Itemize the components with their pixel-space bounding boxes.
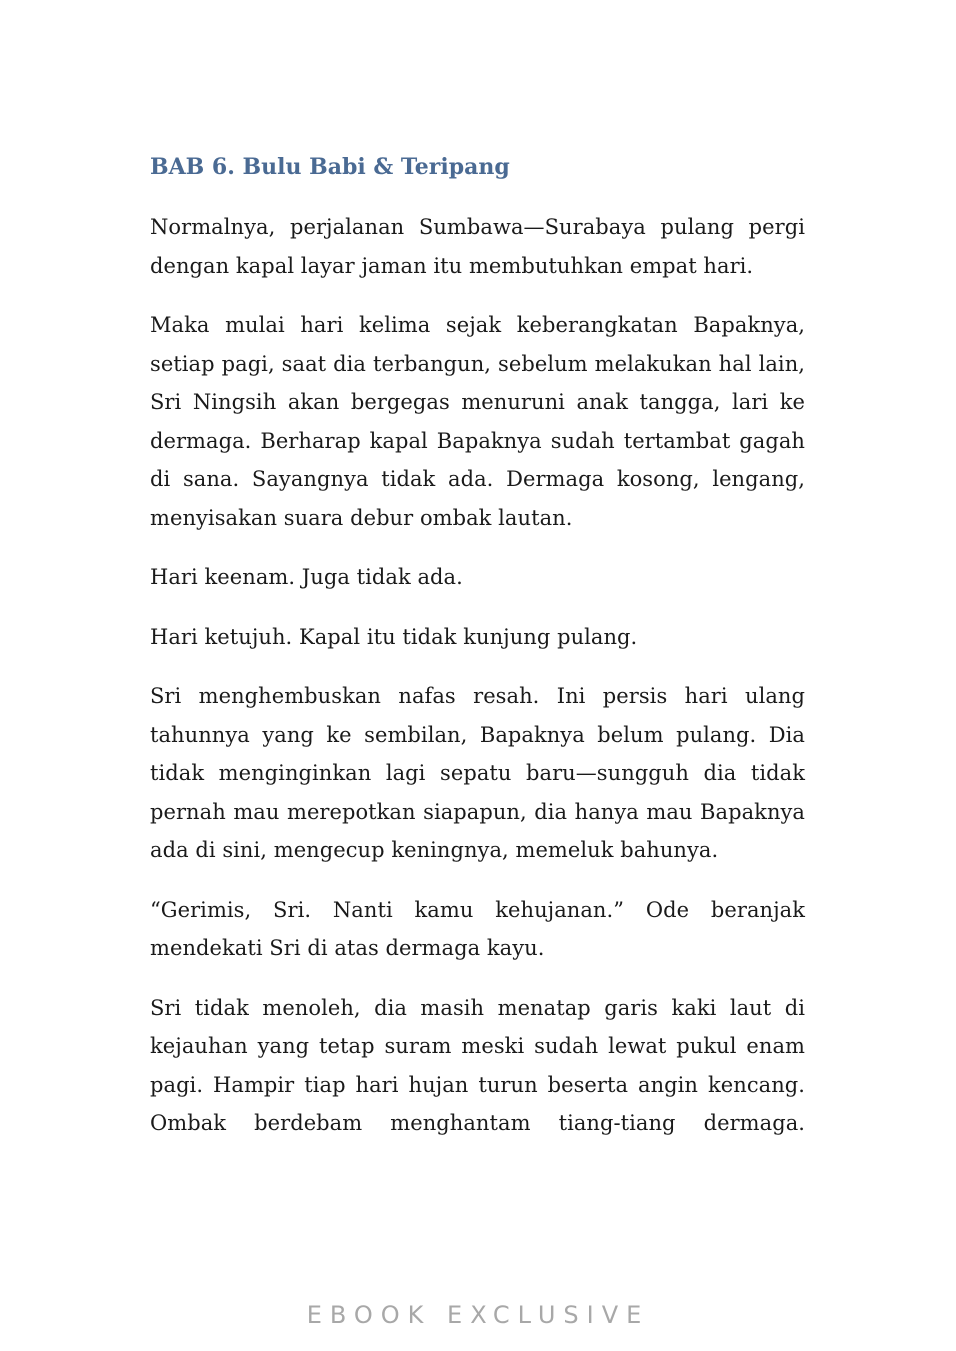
book-page [150, 150, 805, 1164]
paragraph: Hari ketujuh. Kapal itu tidak kunjung pulang. [150, 624, 638, 649]
paragraph: Maka mulai hari kelima sejak keberangkatan Bapaknya, setiap pagi, saat dia terbangun, sebelum melakukan hal lain, Sri Ningsih akan bergegas menuruni anak tangga, lari ke dermaga. Berharap kapal Bapaknya sudah tertambat gagah di sana. Sayangnya tidak ada. Dermaga kosong, lengang, menyisakan suara debur ombak lautan. [150, 313, 805, 530]
chapter-title: BAB 6. Bulu Babi & Teripang [150, 154, 510, 180]
paragraph: Normalnya, perjalanan Sumbawa—Surabaya pulang pergi dengan kapal layar jaman itu membutuhkan empat hari. [150, 215, 805, 278]
footer-watermark: EBOOK EXCLUSIVE [306, 1301, 650, 1329]
paragraph: Sri tidak menoleh, dia masih menatap garis kaki laut di kejauhan yang tetap suram meski sudah lewat pukul enam pagi. Hampir tiap hari hujan turun beserta angin kencang. Ombak berdebam menghantam tiang-tiang dermaga. [150, 995, 805, 1135]
paragraph: Sri menghembuskan nafas resah. Ini persis hari ulang tahunnya yang ke sembilan, Bapaknya belum pulang. Dia tidak menginginkan lagi sepatu baru—sungguh dia tidak pernah mau merepotkan siapapun, dia hanya mau Bapaknya ada di sini, mengecup keningnya, memeluk bahunya. [150, 684, 805, 862]
paragraph: “Gerimis, Sri. Nanti kamu kehujanan.” Ode beranjak mendekati Sri di atas dermaga kayu. [150, 897, 805, 960]
paragraph: Hari keenam. Juga tidak ada. [150, 565, 463, 589]
